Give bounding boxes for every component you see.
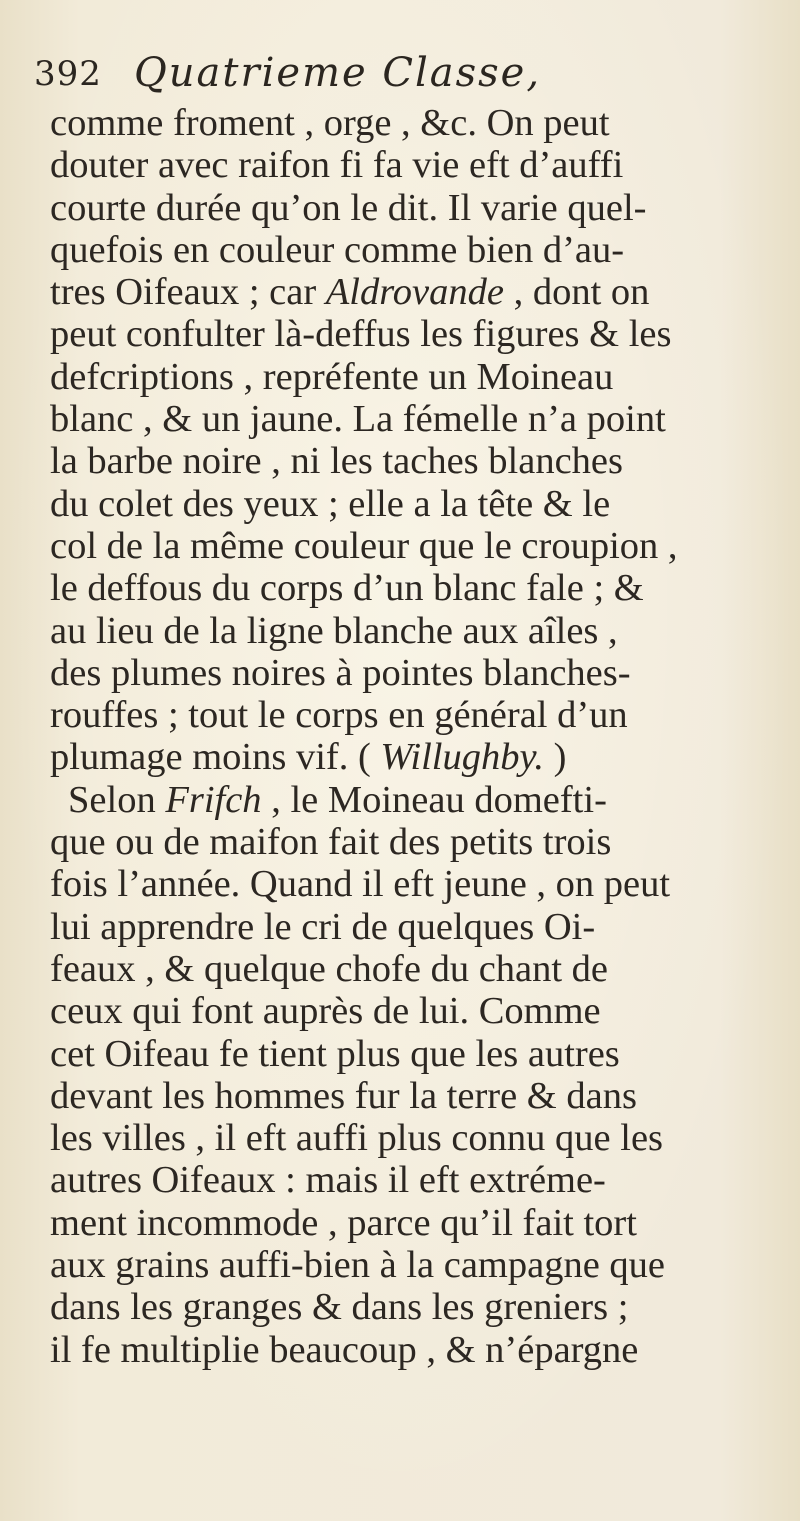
text-segment: quefois en couleur comme bien d’au- — [50, 228, 625, 271]
italic-text: Willughby. — [380, 736, 545, 779]
text-line — [50, 102, 780, 144]
text-segment: tres Oifeaux ; car — [50, 271, 326, 314]
text-line — [50, 398, 780, 440]
running-head: Quatrieme Classe, — [134, 50, 542, 96]
text-line — [50, 1329, 780, 1371]
text-segment: ment incommode , parce qu’il fait tort — [50, 1201, 637, 1244]
text-segment: du colet des yeux ; elle a la tête & le — [50, 482, 611, 525]
body-text — [50, 102, 780, 1371]
text-segment: peut confulter là-deffus les figures & les — [50, 313, 672, 356]
text-line — [50, 1286, 780, 1328]
italic-text: Frifch — [165, 778, 262, 821]
text-line — [50, 271, 780, 313]
text-segment: douter avec raifon fi fa vie eft d’auffi — [50, 144, 624, 187]
text-segment: , le Moineau domefti- — [261, 778, 607, 821]
text-segment: defcriptions , repréfente un Moineau — [50, 355, 614, 398]
text-line — [50, 483, 780, 525]
text-line — [50, 1117, 780, 1159]
text-line — [50, 440, 780, 482]
text-line — [50, 1075, 780, 1117]
text-segment: la barbe noire , ni les taches blanches — [50, 440, 623, 483]
page-number: 392 — [34, 54, 102, 94]
text-segment: devant les hommes fur la terre & dans — [50, 1074, 637, 1117]
text-segment: ceux qui font auprès de lui. Comme — [50, 990, 601, 1033]
page-header — [34, 50, 774, 106]
text-line — [50, 652, 780, 694]
text-line — [50, 990, 780, 1032]
text-segment: comme froment , orge , &c. On peut — [50, 102, 610, 144]
text-line — [50, 1202, 780, 1244]
text-segment: des plumes noires à pointes blanches- — [50, 651, 631, 694]
text-segment: au lieu de la ligne blanche aux aîles , — [50, 609, 618, 652]
text-segment: feaux , & quelque chofe du chant de — [50, 947, 609, 990]
text-segment: aux grains auffi-bien à la campagne que — [50, 1244, 666, 1287]
text-line — [50, 356, 780, 398]
text-line — [50, 694, 780, 736]
text-segment: rouffes ; tout le corps en général d’un — [50, 694, 628, 737]
text-line — [50, 1244, 780, 1286]
text-segment: plumage moins vif. ( — [50, 736, 381, 779]
text-line — [50, 313, 780, 355]
text-segment: il fe multiplie beaucoup , & n’épargne — [50, 1328, 639, 1371]
text-line — [50, 567, 780, 609]
text-line — [50, 779, 780, 821]
text-segment: dans les granges & dans les greniers ; — [50, 1286, 629, 1329]
text-segment: ) — [544, 736, 567, 779]
text-segment: Selon — [68, 778, 166, 821]
text-line — [50, 863, 780, 905]
text-segment: autres Oifeaux : mais il eft extréme- — [50, 1159, 606, 1202]
text-line — [50, 948, 780, 990]
text-segment: courte durée qu’on le dit. Il varie quel- — [50, 186, 647, 229]
text-line — [50, 610, 780, 652]
text-segment: blanc , & un jaune. La fémelle n’a point — [50, 398, 666, 441]
text-segment: , dont on — [503, 271, 650, 314]
text-line — [50, 1159, 780, 1201]
text-line — [50, 906, 780, 948]
italic-text: Aldrovande — [325, 271, 504, 314]
text-line — [50, 736, 780, 778]
text-line — [50, 821, 780, 863]
text-line — [50, 229, 780, 271]
text-segment: que ou de maifon fait des petits trois — [50, 821, 612, 864]
text-line — [50, 144, 780, 186]
text-segment: cet Oifeau fe tient plus que les autres — [50, 1032, 620, 1075]
text-segment: lui apprendre le cri de quelques Oi- — [50, 905, 596, 948]
text-segment: les villes , il eft auffi plus connu que les — [50, 1117, 664, 1160]
text-segment: le deffous du corps d’un blanc fale ; & — [50, 567, 644, 610]
text-line — [50, 525, 780, 567]
text-line — [50, 187, 780, 229]
text-line — [50, 1033, 780, 1075]
text-segment: col de la même couleur que le croupion , — [50, 524, 678, 567]
text-segment: fois l’année. Quand il eft jeune , on peut — [50, 863, 671, 906]
